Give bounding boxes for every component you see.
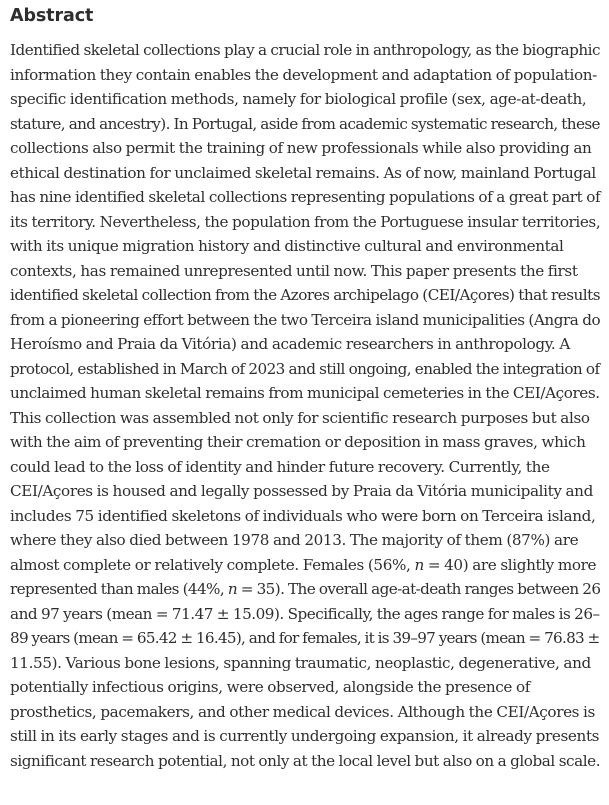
text-segment: = 40) are slightly more (423, 555, 597, 574)
abstract-line (10, 430, 602, 455)
text-segment: contexts, has remained unrepresented until now. This paper presents the first (10, 261, 578, 280)
text-segment: CEI/Açores is housed and legally possessed by Praia da Vitória municipality and (10, 482, 593, 500)
text-segment: represented than males (44%, (10, 580, 228, 598)
abstract-body (10, 38, 602, 773)
abstract-line (10, 136, 602, 161)
abstract-line (10, 332, 602, 357)
text-segment: has nine identified skeletal collections representing populations of a great part of (10, 188, 601, 206)
text-segment: ethical destination for unclaimed skeletal remains. As of now, mainland Portugal (10, 163, 596, 182)
text-segment: information they contain enables the development and adaptation of population- (10, 65, 597, 84)
text-segment: 89 years (mean = 65.42 ± 16.45), and for females, it is 39–97 years (mean = 76.83 ± (10, 629, 600, 647)
abstract-line (10, 161, 602, 186)
abstract-line (10, 87, 602, 112)
text-segment: still in its early stages and is currently undergoing expansion, it already presents (10, 727, 600, 745)
abstract-line (10, 185, 602, 210)
text-segment: protocol, established in March of 2023 and still ongoing, enabled the integration of (10, 359, 600, 378)
text-segment: = 35). The overall age-at-death ranges between 26 (237, 580, 601, 598)
abstract-line (10, 626, 602, 651)
italic-variable: n (414, 555, 424, 574)
abstract-line (10, 406, 602, 431)
abstract-line (10, 724, 602, 749)
text-segment: significant research potential, not only at the local level but also on a global scale. (10, 751, 601, 770)
text-segment: 11.55). Various bone lesions, spanning traumatic, neoplastic, degenerative, and (10, 653, 591, 672)
text-segment: stature, and ancestry). In Portugal, aside from academic systematic research, these (10, 114, 600, 133)
abstract-line (10, 381, 602, 406)
abstract-line (10, 308, 602, 333)
text-segment: from a pioneering effort between the two Terceira island municipalities (Angra do (10, 310, 601, 329)
abstract-line (10, 357, 602, 382)
text-segment: where they also died between 1978 and 2013. The majority of them (87%) are (10, 531, 579, 549)
text-segment: could lead to the loss of identity and hinder future recovery. Currently, the (10, 457, 550, 476)
text-segment: its territory. Nevertheless, the population from the Portuguese insular territories, (10, 212, 601, 231)
text-segment: with its unique migration history and distinctive cultural and environmental (10, 237, 564, 255)
abstract-line (10, 479, 602, 504)
abstract-line (10, 283, 602, 308)
abstract-line (10, 112, 602, 137)
text-segment: This collection was assembled not only for scientific research purposes but also (10, 408, 590, 427)
text-segment: with the aim of preventing their cremation or deposition in mass graves, which (10, 433, 586, 451)
abstract-line (10, 210, 602, 235)
text-segment: identified skeletal collection from the Azores archipelago (CEI/Açores) that results (10, 286, 600, 304)
abstract-line (10, 528, 602, 553)
text-segment: Heroísmo and Praia da Vitória) and academic researchers in anthropology. A (10, 335, 570, 353)
abstract-line (10, 234, 602, 259)
text-segment: specific identification methods, namely for biological profile (sex, age-at-death, (10, 90, 587, 108)
abstract-heading: Abstract (10, 6, 94, 26)
abstract-line (10, 651, 602, 676)
text-segment: Identified skeletal collections play a crucial role in anthropology, as the biographic (10, 41, 600, 59)
abstract-line (10, 602, 602, 627)
abstract-line (10, 38, 602, 63)
text-segment: prosthetics, pacemakers, and other medical devices. Although the CEI/Açores is (10, 702, 595, 721)
italic-variable: n (227, 580, 238, 598)
abstract-line (10, 577, 602, 602)
abstract-line (10, 455, 602, 480)
text-segment: potentially infectious origins, were observed, alongside the presence of (10, 678, 530, 696)
abstract-line (10, 749, 602, 774)
abstract-line (10, 553, 602, 578)
abstract-line (10, 675, 602, 700)
text-segment: and 97 years (mean = 71.47 ± 15.09). Specifically, the ages range for males is 26– (10, 604, 600, 623)
text-segment: almost complete or relatively complete. Females (56%, (10, 555, 415, 574)
abstract-line (10, 700, 602, 725)
text-segment: unclaimed human skeletal remains from municipal cemeteries in the CEI/Açores. (10, 384, 600, 402)
text-segment: includes 75 identified skeletons of individuals who were born on Terceira island, (10, 506, 596, 525)
abstract-line (10, 504, 602, 529)
abstract-line (10, 63, 602, 88)
text-segment: collections also permit the training of new professionals while also providing an (10, 139, 592, 157)
abstract-line (10, 259, 602, 284)
